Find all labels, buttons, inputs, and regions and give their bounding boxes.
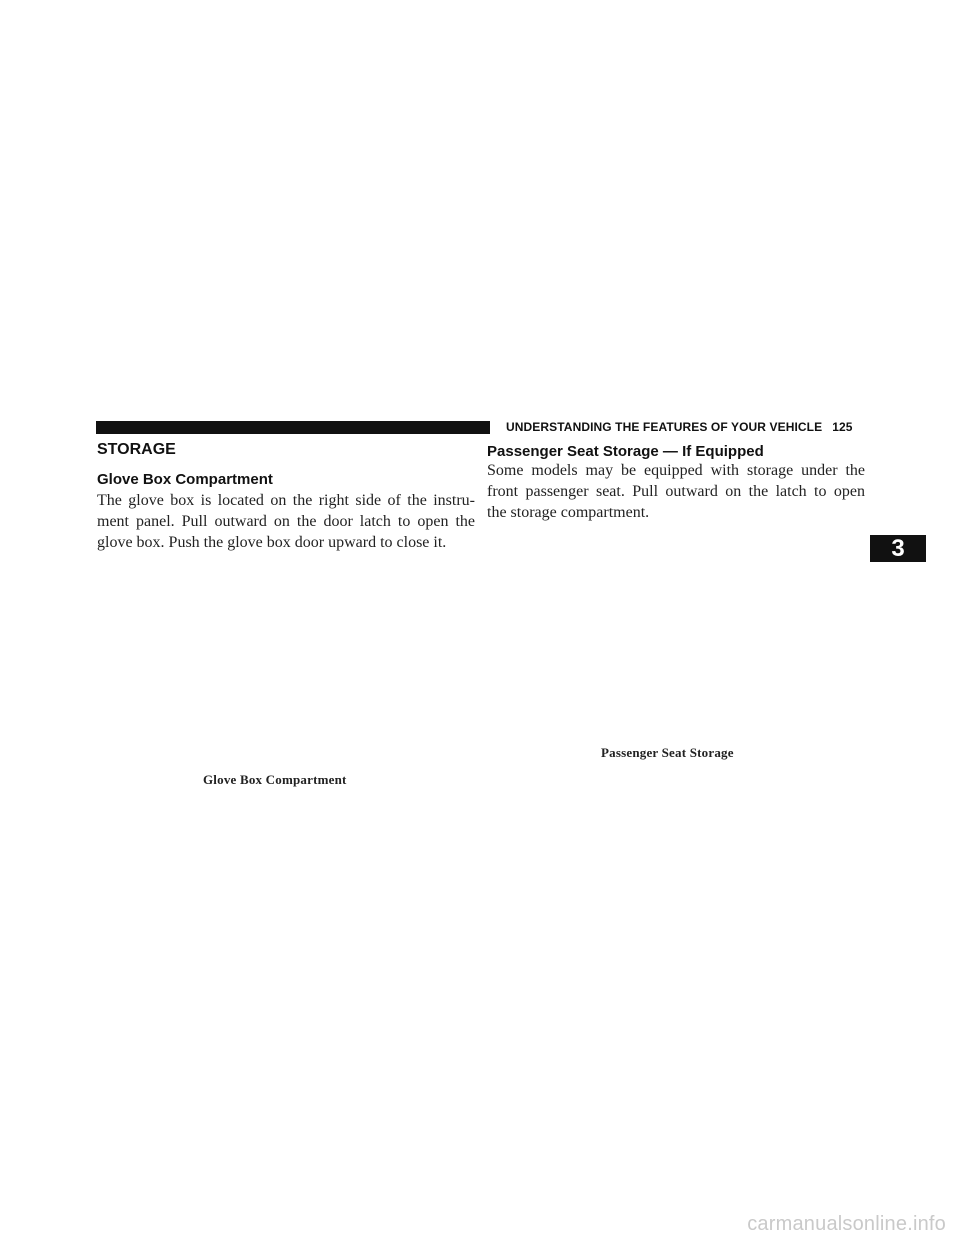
paragraph-line: the storage compartment. — [487, 504, 650, 521]
section-title: STORAGE — [97, 441, 176, 458]
running-header — [506, 419, 853, 435]
page-number: 125 — [832, 420, 853, 434]
passenger-seat-heading: Passenger Seat Storage — If Equipped — [487, 443, 764, 460]
header-rule — [96, 421, 490, 434]
passenger-seat-caption: Passenger Seat Storage — [601, 745, 734, 760]
glove-box-caption: Glove Box Compartment — [203, 772, 347, 787]
watermark: carmanualsonline.info — [747, 1213, 946, 1235]
header-section-title: UNDERSTANDING THE FEATURES OF YOUR VEHICLE — [506, 420, 823, 434]
glove-box-heading: Glove Box Compartment — [97, 471, 273, 488]
glove-box-paragraph — [97, 490, 475, 553]
paragraph-line: ment panel. Pull outward on the door latch to open the — [97, 513, 475, 530]
paragraph-line: Some models may be equipped with storage under the — [487, 462, 865, 479]
paragraph-line: glove box. Push the glove box door upward to close it. — [97, 534, 447, 551]
paragraph-line: The glove box is located on the right side of the instru- — [97, 492, 475, 509]
paragraph-line: front passenger seat. Pull outward on the latch to open — [487, 483, 865, 500]
passenger-seat-paragraph — [487, 460, 865, 523]
chapter-tab: 3 — [870, 535, 926, 562]
